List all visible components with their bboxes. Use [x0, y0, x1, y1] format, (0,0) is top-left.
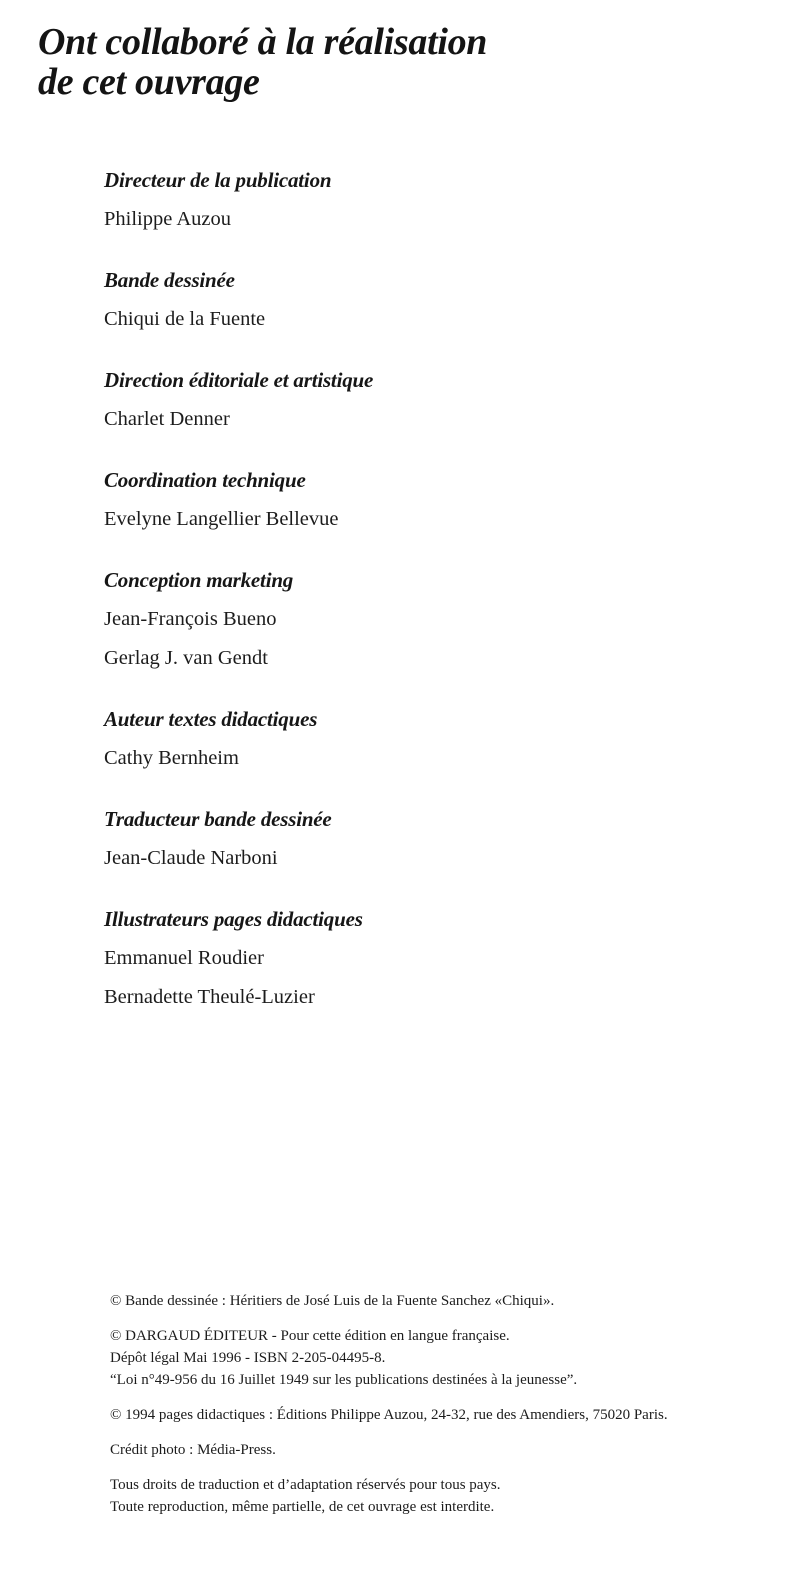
- depot-legal-line: Dépôt légal Mai 1996 - ISBN 2-205-04495-8.: [110, 1350, 386, 1366]
- person-name: Philippe Auzou: [104, 208, 231, 230]
- credit-group-coordination: [104, 466, 704, 533]
- page-title: [38, 22, 758, 102]
- role-heading: Directeur de la publication: [104, 168, 332, 192]
- credit-group-illustrateurs: [104, 905, 704, 1011]
- credit-group-auteur: [104, 705, 704, 772]
- credit-group-bande-dessinee: [104, 266, 704, 333]
- credit-group-traducteur: [104, 805, 704, 872]
- role-heading: Bande dessinée: [104, 268, 235, 292]
- role-heading: Illustrateurs pages didactiques: [104, 907, 363, 931]
- role-heading: Auteur textes didactiques: [104, 707, 318, 731]
- page-title-line-2: de cet ouvrage: [38, 61, 260, 103]
- credit-group-marketing: [104, 566, 704, 672]
- droits-line-2: Toute reproduction, même partielle, de cet ouvrage est interdite.: [110, 1499, 495, 1515]
- role-heading: Traducteur bande dessinée: [104, 807, 332, 831]
- legal-block-photo: [110, 1439, 790, 1461]
- person-name: Gerlag J. van Gendt: [104, 647, 268, 669]
- credit-group-directeur: [104, 166, 704, 233]
- credit-group-direction: [104, 366, 704, 433]
- legal-block-didactiques: [110, 1404, 790, 1426]
- copyright-didactiques-line: © 1994 pages didactiques : Éditions Philippe Auzou, 24-32, rue des Amendiers, 75020 Paris.: [110, 1407, 668, 1423]
- legal-block-droits: [110, 1474, 790, 1518]
- copyright-bd-line: © Bande dessinée : Héritiers de José Luis de la Fuente Sanchez «Chiqui».: [110, 1293, 555, 1309]
- legal-block-dargaud: [110, 1325, 790, 1391]
- role-heading: Direction éditoriale et artistique: [104, 368, 374, 392]
- person-name: Emmanuel Roudier: [104, 947, 264, 969]
- person-name: Cathy Bernheim: [104, 747, 239, 769]
- role-heading: Conception marketing: [104, 568, 294, 592]
- copyright-dargaud-line: © DARGAUD ÉDITEUR - Pour cette édition en langue française.: [110, 1328, 510, 1344]
- person-name: Jean-François Bueno: [104, 608, 277, 630]
- loi-line: “Loi n°49-956 du 16 Juillet 1949 sur les publications destinées à la jeunesse”.: [110, 1372, 578, 1388]
- credit-photo-line: Crédit photo : Média-Press.: [110, 1442, 276, 1458]
- credits-list: [104, 166, 704, 1044]
- person-name: Jean-Claude Narboni: [104, 847, 278, 869]
- page-title-line-1: Ont collaboré à la réalisation: [38, 21, 488, 63]
- person-name: Chiqui de la Fuente: [104, 308, 266, 330]
- legal-notice: [110, 1290, 790, 1531]
- person-name: Bernadette Theulé-Luzier: [104, 986, 315, 1008]
- person-name: Charlet Denner: [104, 408, 230, 430]
- legal-block-bd: [110, 1290, 790, 1312]
- droits-line-1: Tous droits de traduction et d’adaptation réservés pour tous pays.: [110, 1477, 501, 1493]
- role-heading: Coordination technique: [104, 468, 306, 492]
- person-name: Evelyne Langellier Bellevue: [104, 508, 339, 530]
